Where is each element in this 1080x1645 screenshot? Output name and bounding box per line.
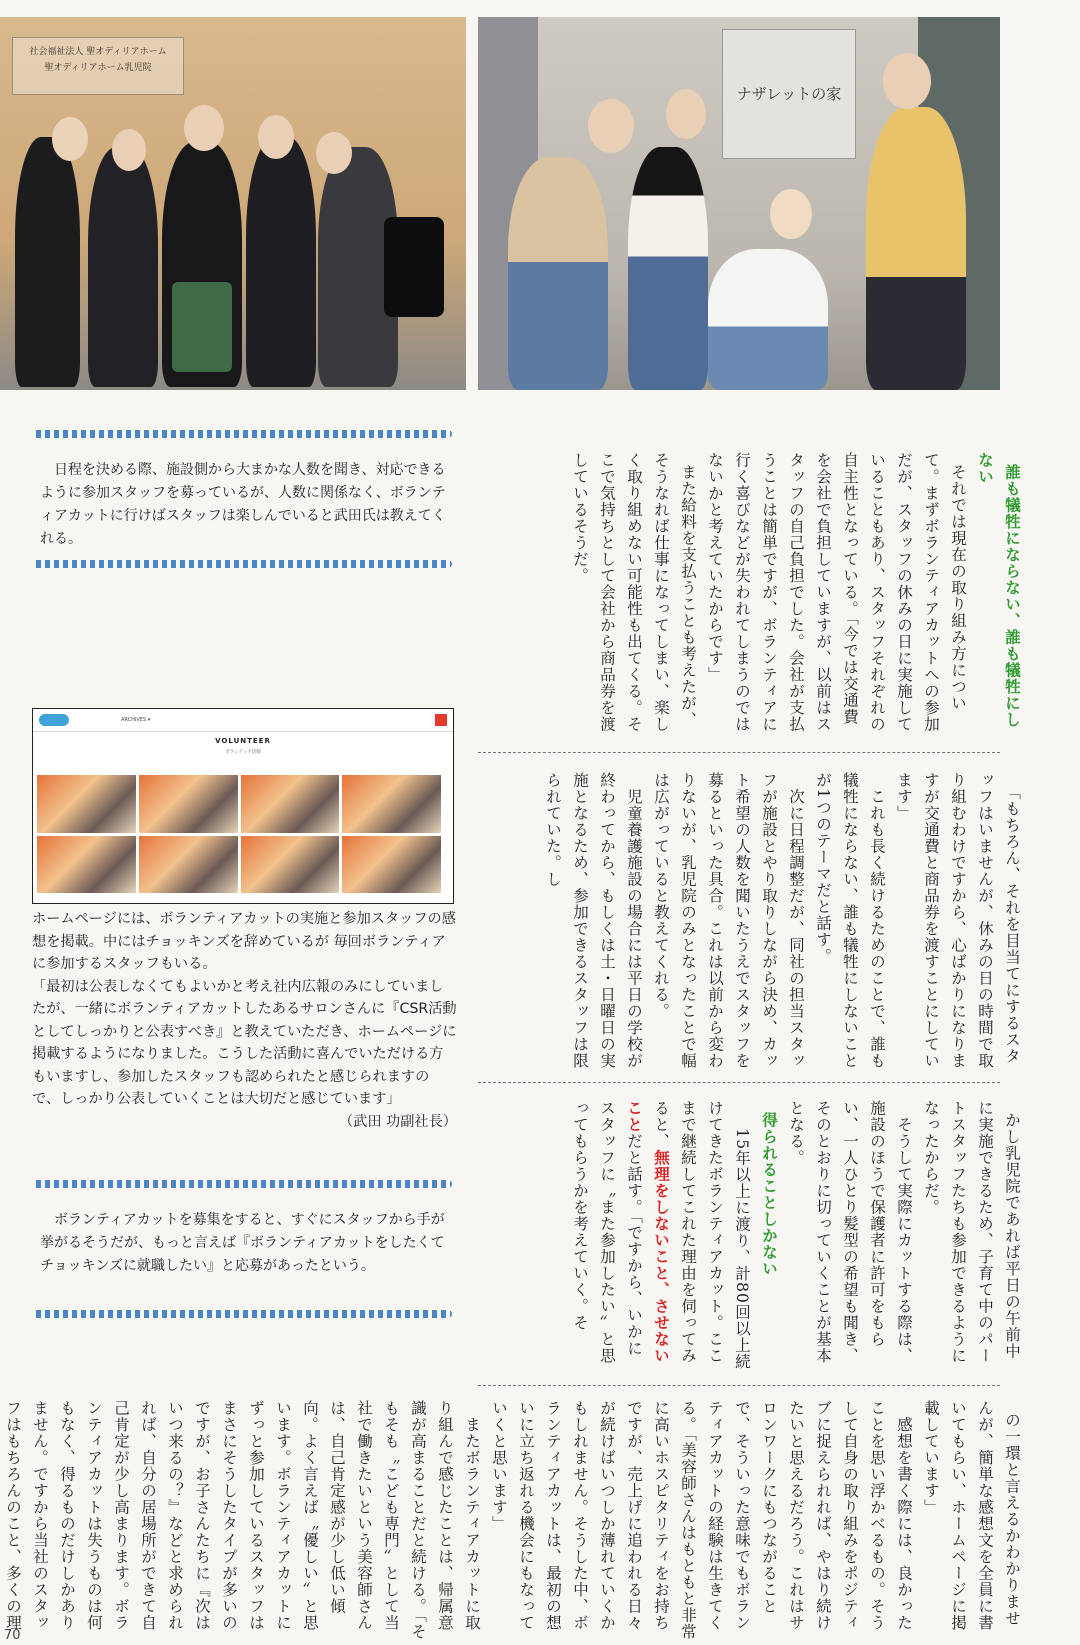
caption-part1: ホームページには、ボランティアカットの実施と参加スタッフの感想を掲載。中にはチョッキンズを辞めているが 毎回ボランティアに参加するスタッフもいる。 xyxy=(32,911,456,972)
wave-divider xyxy=(32,430,452,438)
intro-note-text: 日程を決める際、施設側から大まかな人数を聞き、対応できるように参加スタッフを募っているが、人数に関係なく、ボランティアカットに行けばスタッフは楽しんでいると武田氏は教えてくれる。 xyxy=(40,462,446,547)
article-upper-middle-section xyxy=(500,772,1052,1072)
photo-infant-home-group xyxy=(0,17,466,390)
page-number: 70 xyxy=(4,1628,21,1643)
photo-grid xyxy=(37,775,441,893)
article-top-section xyxy=(500,452,1052,737)
thumb xyxy=(342,775,441,833)
section-divider xyxy=(478,1385,1000,1386)
nazareth-house-sign: ナザレットの家 xyxy=(722,29,856,159)
thumb xyxy=(241,836,340,894)
closing-note xyxy=(40,1209,450,1278)
article-text: だと話す。「ですから、いかにスタッフに〝また参加したい〟と思ってもらうかを考えていく。そ xyxy=(571,1100,643,1364)
infant-home-sign: 社会福祉法人 聖オディリアホーム 聖オディリアホーム乳児院 xyxy=(12,37,184,95)
article-text: それでは現在の取り組み方について。まずボランティアカットへの参加だが、スタッフの休みの日に実施していることもあり、スタッフそれぞれの自主性となっている。「今では交通費を会社で負担していますが、以前はスタッフの自己負担でした。会社が支払うことは簡単ですが、ボランティアに行く喜びなどが失われてしまうのではないかと考えていたからです」 xyxy=(706,452,967,733)
photo-caption xyxy=(32,908,457,1133)
section-divider xyxy=(478,752,1000,753)
article-text: 「もちろん、それを目当てにするスタッフはいませんが、休みの日の時間で取り組むわけですから、心ばかりになりますが交通費と商品券を渡すことにしています」 これも長く続けるためのことで、誰も犠牲にならない、誰も犠牲にしないことが1つのテーマだと話す。 次に日程調整だが、同社の担当スタッフが施設とやり取りしながら決め、カット希望の人数を聞いたうえでスタッフを募るといった具合。これは以前から変わりないが、乳児院のみとなったことで幅は広がっていると教えてくれる。 児童養護施設の場合には平日の学校が終わってから、もしくは土・日曜日の実施となるため、参加できるスタッフは限られていた。し xyxy=(544,772,1021,1069)
section-divider xyxy=(478,1082,1000,1083)
article-text: の一環と言えるかわかりませんが、簡単な感想文を全員に書いてもらい、ホームページに掲載しています」 感想を書く際には、良かったことを思い浮かべるもの。そうして自身の取り組みをポジティブに捉えられれば、やはり続けたいと思えるだろう。これはサロンワークにもつながることで、そういった意味でもボランティアカットの経験は生きてくる。「美容師さんはもともと非常に高いホスピタリティをお持ちですが、売上げに追われる日々が続けばいつしか薄れていくかもしれません。そうした中、ボランティアカットは、最初の想いに立ち返れる機会にもなっていくと思います」 またボランティアカットに取り組んで感じたことは、帰属意識が高まることだと続ける。「そもそも〝こども専門〟として当社で働きたいという美容師さんは、自己肯定感が少し低い傾向。よく言えば〝優しい〟と思います。ボランティアカットにずっと参加しているスタッフはまさにそうしたタイプが多いのですが、お子さんたちに『次はいつ来るの？』などと求められれば、自分の居場所ができて自己肯定が少し高まります。ボランティアカットは失うものは何もなく、得るものだけしかありません。ですから当社のスタッフはもちろんのこと、多くの理 xyxy=(4,1400,1021,1640)
thumb xyxy=(342,836,441,894)
article-text: また給料を支払うことも考えたが、そうなれば仕事になってしまい、楽しく取り組めない可能性も出てくる。そこで気持ちとして会社から商品券を渡しているそうだ。 xyxy=(571,452,697,733)
article-text: 15年以上に渡り、計80回以上続けてきたボランティアカット。ここまで継続してこれた理由を伺ってみると、 xyxy=(652,1100,751,1370)
site-logo xyxy=(39,714,69,726)
thumb xyxy=(37,836,136,894)
section-heading-no-sacrifice: 誰も犠牲にならない、誰も犠牲にしない xyxy=(976,452,1021,728)
photo-nazareth-house-group xyxy=(478,17,1000,390)
wave-divider xyxy=(32,560,452,568)
closing-note-text: ボランティアカットを募集をすると、すぐにスタッフから手が挙がるそうだが、もっと言えば『ボランティアカットをしたくてチョッキンズに就職したい』と応募があったという。 xyxy=(40,1212,445,1274)
thumb xyxy=(139,836,238,894)
site-subtitle: ボランティア活動 xyxy=(225,750,261,755)
article-lower-middle-section xyxy=(500,1100,1052,1370)
section-heading-only-gain: 得られることしかない xyxy=(760,1111,778,1277)
wave-divider xyxy=(32,1180,452,1188)
intro-note xyxy=(40,459,450,551)
caption-credit: （武田 功副社長） xyxy=(338,1113,457,1130)
caption-part2: 「最初は公表しなくてもよいかと考え社内広報のみにしていましたが、一緒にボランティアカットしたあるサロンさんに『CSR活動としてしっかりと公表すべき』と教えていただき、ホームページに掲載するようになりました。こうした活動に喜んでいただける方もいますし、参加したスタッフも認められたと感じられますので、しっかり公表していくことは大切だと感じています」 xyxy=(32,978,457,1107)
site-nav-archives: ARCHIVES ▾ xyxy=(121,717,151,723)
emphasis-no-forcing: 無理をしないこと、させないこと xyxy=(625,1100,670,1364)
volunteer-webpage-screenshot xyxy=(32,708,454,904)
thumb xyxy=(139,775,238,833)
thumb xyxy=(241,775,340,833)
article-text: かし乳児院であれば平日の午前中に実施できるため、子育て中のパートスタッフたちも参加できるようになったからだ。 そうして実際にカットする際は、施設のほうで保護者に許可をもらい、一人ひとり髪型の希望も聞き、そのとおりに切っていくことが基本となる。 xyxy=(787,1100,1021,1364)
site-title: VOLUNTEER xyxy=(215,737,271,745)
menu-icon xyxy=(435,714,447,726)
thumb xyxy=(37,775,136,833)
wave-divider xyxy=(32,1310,452,1318)
